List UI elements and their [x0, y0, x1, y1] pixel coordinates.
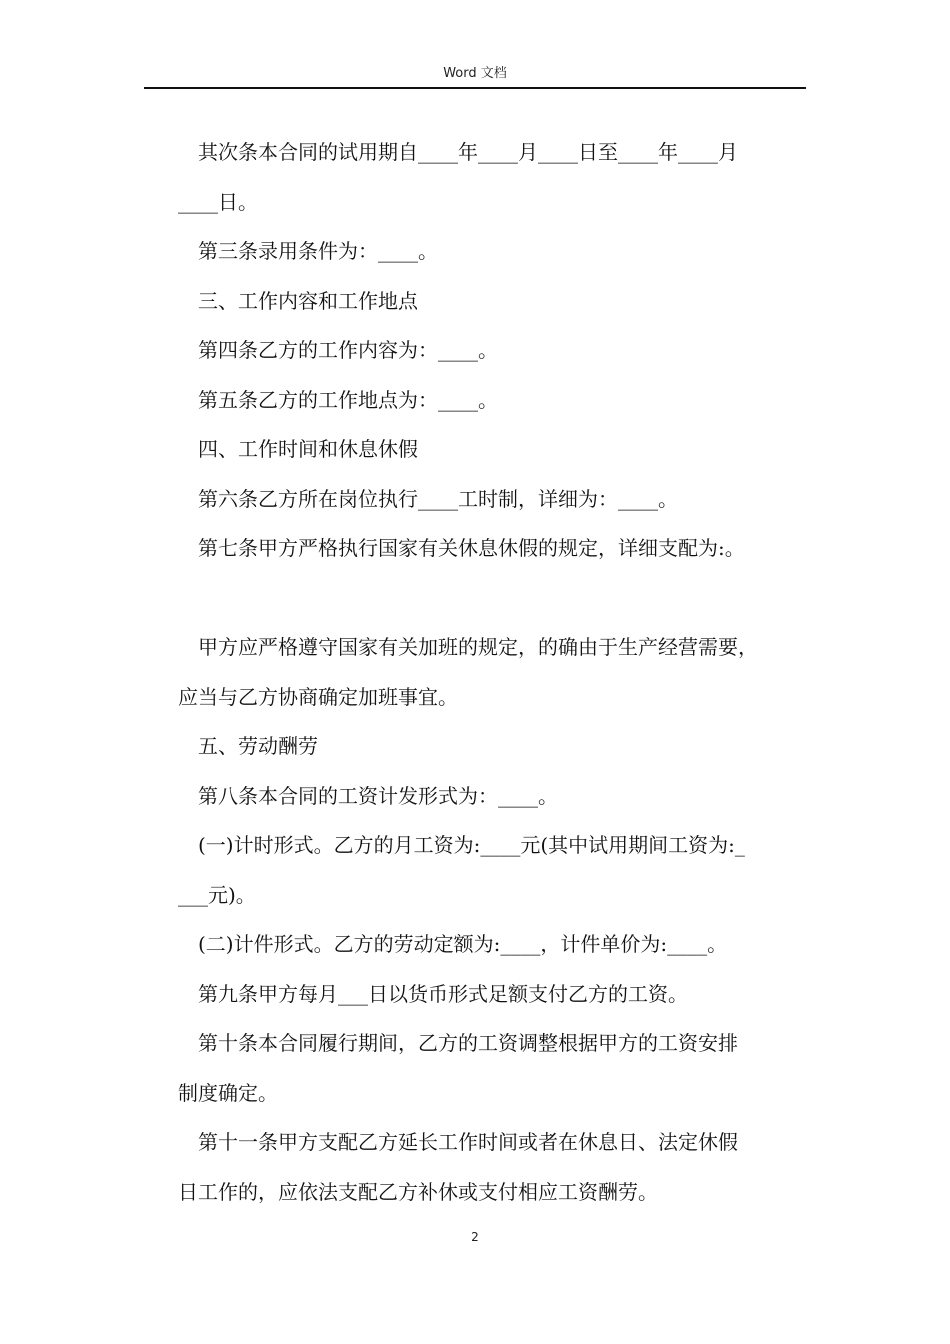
paragraph-piece-rate-pay: (二)计件形式。乙方的劳动定额为:____，计件单价为:____。 — [198, 932, 728, 956]
page-number: 2 — [471, 1230, 479, 1244]
paragraph-article-4: 第四条乙方的工作内容为：____。 — [198, 338, 498, 362]
paragraph-article-3: 第三条录用条件为：____。 — [198, 239, 438, 263]
page-header: Word 文档 — [443, 66, 507, 81]
paragraph-article-6: 第六条乙方所在岗位执行____工时制，详细为：____。 — [198, 486, 678, 511]
document-body — [178, 128, 806, 1217]
paragraph-article-7: 第七条甲方严格执行国家有关休息休假的规定，详细支配为:。 — [198, 536, 745, 560]
paragraph-time-based-pay: (一)计时形式。乙方的月工资为:____元(其中试用期间工资为:_ — [198, 833, 745, 857]
paragraph-article-8: 第八条本合同的工资计发形式为：____。 — [198, 783, 558, 808]
section-heading-5: 五、劳动酬劳 — [198, 734, 318, 758]
paragraph-article-5: 第五条乙方的工作地点为：____。 — [198, 387, 498, 412]
paragraph-probation-period: 其次条本合同的试用期自____年____月____日至____年____月 — [198, 140, 738, 164]
paragraph-article-10: 第十条本合同履行期间，乙方的工资调整根据甲方的工资安排 — [198, 1031, 738, 1055]
paragraph-article-11: 第十一条甲方支配乙方延长工作时间或者在休息日、法定休假 — [198, 1130, 738, 1154]
paragraph-time-based-pay-cont: ___元)。 — [178, 882, 256, 907]
paragraph-article-11-cont: 日工作的，应依法支配乙方补休或支付相应工资酬劳。 — [178, 1179, 658, 1204]
section-heading-3: 三、工作内容和工作地点 — [198, 288, 418, 313]
paragraph-overtime: 甲方应严格遵守国家有关加班的规定，的确由于生产经营需要， — [198, 635, 758, 659]
paragraph-article-9: 第九条甲方每月___日以货币形式足额支付乙方的工资。 — [198, 981, 688, 1006]
section-heading-4: 四、工作时间和休息休假 — [198, 437, 418, 461]
blank-line — [178, 574, 806, 624]
paragraph-overtime-cont: 应当与乙方协商确定加班事宜。 — [178, 684, 458, 709]
header-divider — [144, 87, 806, 89]
paragraph-article-10-cont: 制度确定。 — [178, 1080, 278, 1105]
paragraph-probation-period-cont: ____日。 — [178, 189, 258, 214]
